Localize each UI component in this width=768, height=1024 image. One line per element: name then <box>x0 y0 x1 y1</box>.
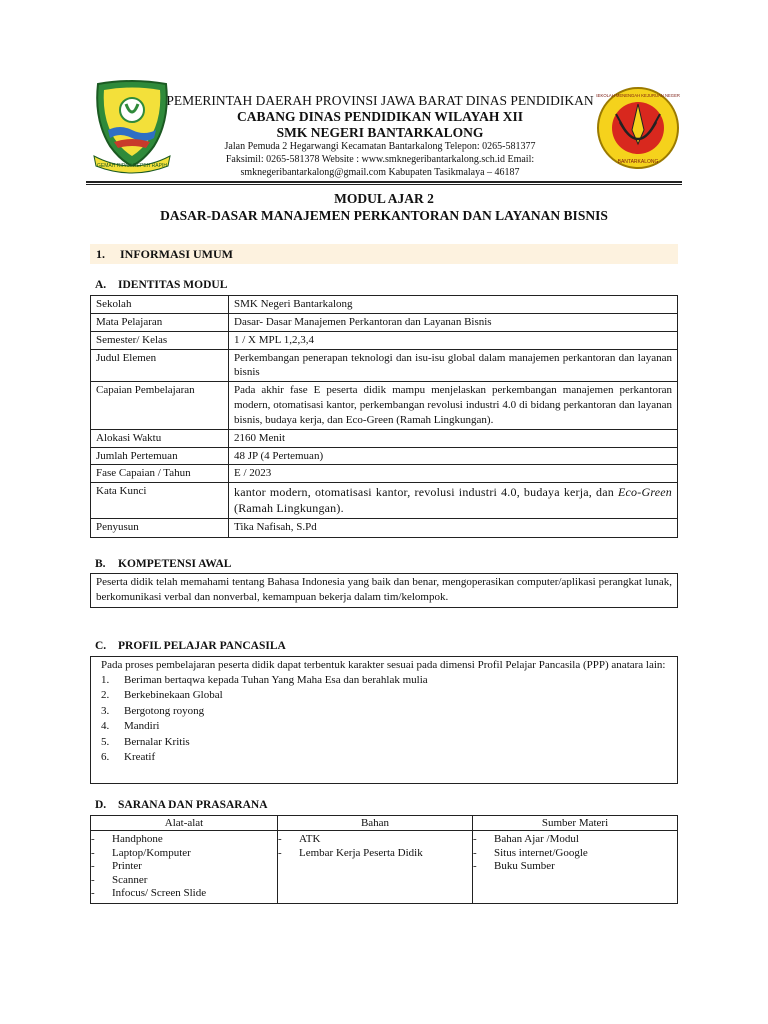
letterhead-address3: smknegeribantarkalong@gmail.com Kabupaten Tasikmalaya – 46187 <box>240 167 520 179</box>
row-value-keywords <box>229 483 678 518</box>
table-row <box>91 429 678 447</box>
sumber-cell <box>473 831 678 904</box>
row-value: E / 2023 <box>229 465 678 483</box>
table-row <box>91 483 678 518</box>
table-row <box>91 313 678 331</box>
letterhead-divider <box>86 181 682 183</box>
row-key: Semester/ Kelas <box>91 331 229 349</box>
row-key: Fase Capaian / Tahun <box>91 465 229 483</box>
kompetensi-text: Peserta didik telah memahami tentang Bahasa Indonesia yang baik dan benar, mengoperasikan computer/aplikasi perangkat lunak, berkomunikasi verbal dan nonverbal, kemampuan bekerja dalam tim/kelompok. <box>96 576 672 604</box>
table-row <box>91 518 678 537</box>
profil-label: C. <box>95 640 107 652</box>
keywords-italic: Eco-Green <box>618 485 672 500</box>
identitas-label: A. <box>95 279 107 291</box>
section1-title: INFORMASI UMUM <box>120 247 233 261</box>
letterhead-line2: CABANG DINAS PENDIDIKAN WILAYAH XII <box>236 108 524 124</box>
row-key: Sekolah <box>91 296 229 314</box>
identitas-title: IDENTITAS MODUL <box>118 279 228 291</box>
list-item: - Handphone <box>91 833 163 845</box>
row-key: Jumlah Pertemuan <box>91 447 229 465</box>
badge-top-text: SEKOLAH MENENGAH KEJURUAN NEGERI <box>596 93 680 98</box>
table-header-row <box>91 816 678 831</box>
sarana-table <box>90 815 678 904</box>
alat-cell <box>91 831 278 904</box>
letterhead-address1: Jalan Pemuda 2 Hegarwangi Kecamatan Bantarkalong Telepon: 0265-581377 <box>224 141 536 153</box>
table-row <box>91 831 678 904</box>
list-item: 2. Berkebinekaan Global <box>101 689 223 702</box>
list-item: - Laptop/Komputer <box>91 846 191 859</box>
keywords-suffix: (Ramah Lingkungan). <box>234 501 344 516</box>
table-row <box>91 465 678 483</box>
header-bahan: Bahan <box>278 816 473 831</box>
profil-list <box>101 673 672 766</box>
keywords-prefix: kantor modern, otomatisasi kantor, revolusi industri 4.0, budaya kerja, dan <box>234 485 618 500</box>
list-item: - ATK <box>278 833 321 845</box>
row-value: SMK Negeri Bantarkalong <box>229 296 678 314</box>
emblem-motto: GEMAH RIPAH REPEH RAPIH <box>97 163 167 169</box>
list-item: - Situs internet/Google <box>473 846 588 859</box>
list-item: - Bahan Ajar /Modul <box>473 833 579 845</box>
row-value: 1 / X MPL 1,2,3,4 <box>229 331 678 349</box>
row-value: Pada akhir fase E peserta didik mampu menjelaskan perkembangan manajemen perkantoran modern, otomatisasi kantor, perkembangan revolusi industri 4.0 di bidang perkantoran dan layanan bisnis, budaya kerja, dan Eco-Green (Ramah Lingkungan). <box>229 382 678 430</box>
list-item: 5. Bernalar Kritis <box>101 735 190 748</box>
table-row <box>91 349 678 382</box>
list-item: - Scanner <box>91 873 148 886</box>
row-key: Capaian Pembelajaran <box>91 382 229 430</box>
letterhead-line1: PEMERINTAH DAERAH PROVINSI JAWA BARAT DINAS PENDIDIKAN <box>166 93 594 108</box>
row-value: 48 JP (4 Pertemuan) <box>229 447 678 465</box>
row-key: Kata Kunci <box>91 483 229 518</box>
table-row <box>91 296 678 314</box>
table-row <box>91 331 678 349</box>
identitas-table <box>90 295 678 538</box>
kompetensi-label: B. <box>95 558 106 570</box>
table-row <box>91 447 678 465</box>
list-item: - Buku Sumber <box>473 860 555 872</box>
list-item: - Lembar Kerja Peserta Didik <box>278 846 423 859</box>
row-value: Tika Nafisah, S.Pd <box>229 518 678 537</box>
bahan-cell <box>278 831 473 904</box>
table-row <box>91 382 678 430</box>
row-key: Mata Pelajaran <box>91 313 229 331</box>
list-item: 3. Bergotong royong <box>101 704 205 717</box>
profil-intro: Pada proses pembelajaran peserta didik dapat terbentuk karakter sesuai pada dimensi Profil Pelajar Pancasila (PPP) anatara lain: <box>101 659 666 671</box>
row-value: Perkembangan penerapan teknologi dan isu-isu global dalam manajemen perkantoran dan layanan bisnis <box>229 349 678 382</box>
kompetensi-box <box>90 573 678 608</box>
sarana-title: SARANA DAN PRASARANA <box>118 799 268 811</box>
sarana-label: D. <box>95 799 107 811</box>
kompetensi-title: KOMPETENSI AWAL <box>118 558 232 570</box>
section1-number: 1. <box>96 247 105 261</box>
list-item: 4. Mandiri <box>101 720 160 733</box>
row-value: Dasar- Dasar Manajemen Perkantoran dan Layanan Bisnis <box>229 313 678 331</box>
letterhead-address2: Faksimil: 0265-581378 Website : www.smknegeribantarkalong.sch.id Email: <box>225 154 535 166</box>
list-item: - Printer <box>91 860 142 872</box>
row-key: Alokasi Waktu <box>91 429 229 447</box>
document-title: MODUL AJAR 2 <box>334 191 434 206</box>
letterhead-school: SMK NEGERI BANTARKALONG <box>276 124 484 140</box>
header-alat: Alat-alat <box>91 816 278 831</box>
badge-name-text: BANTARKALONG <box>617 159 659 165</box>
header-sumber: Sumber Materi <box>473 816 678 831</box>
profil-title: PROFIL PELAJAR PANCASILA <box>118 640 286 652</box>
profil-box <box>90 656 678 784</box>
list-item: 6. Kreatif <box>101 751 156 764</box>
school-badge-logo <box>596 86 680 170</box>
list-item: 1. Beriman bertaqwa kepada Tuhan Yang Maha Esa dan berahlak mulia <box>101 673 428 686</box>
letterhead <box>160 93 600 179</box>
list-item: - Infocus/ Screen Slide <box>91 887 207 899</box>
row-key: Penyusun <box>91 518 229 537</box>
row-key: Judul Elemen <box>91 349 229 382</box>
row-value: 2160 Menit <box>229 429 678 447</box>
letterhead-divider-thin <box>86 184 682 185</box>
document-subtitle: DASAR-DASAR MANAJEMEN PERKANTORAN DAN LAYANAN BISNIS <box>160 208 608 223</box>
